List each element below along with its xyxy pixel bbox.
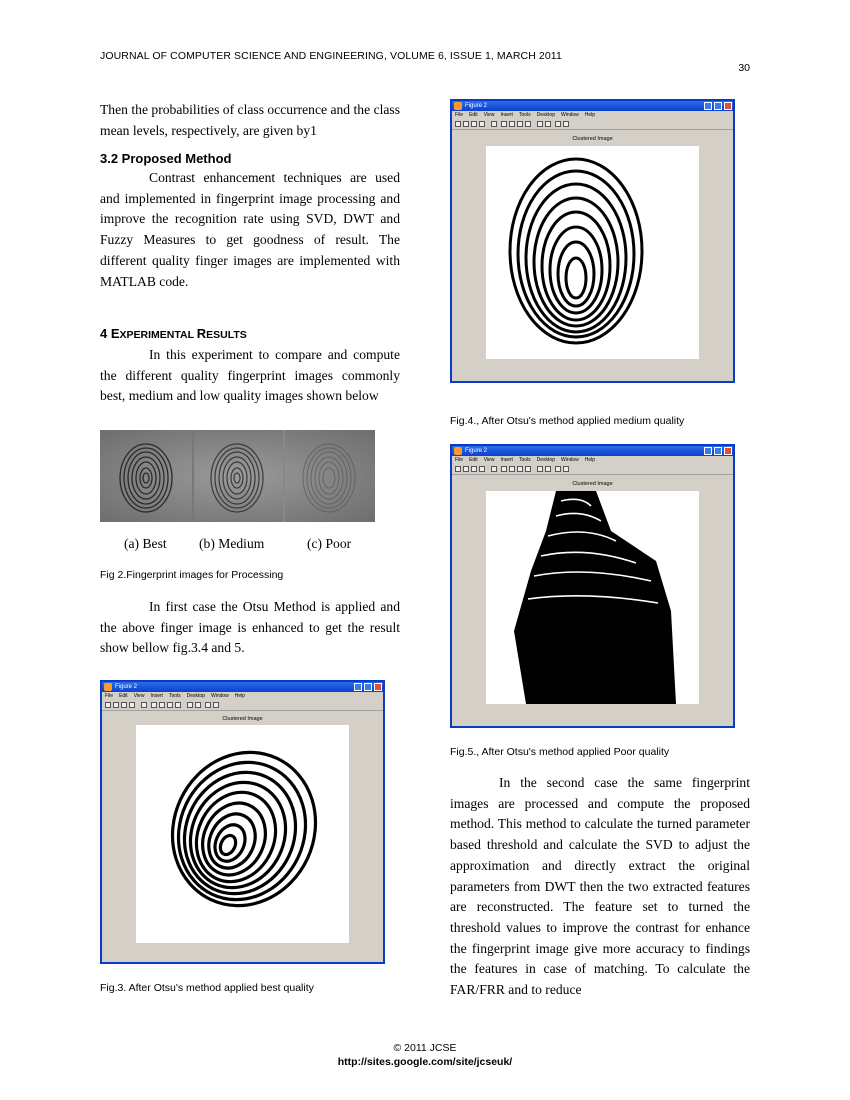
menu-window[interactable]: Window — [560, 457, 579, 463]
plot-tools-icon[interactable] — [563, 121, 569, 127]
toolbar — [452, 464, 733, 475]
datacursor-icon[interactable] — [537, 121, 543, 127]
window-titlebar — [452, 101, 733, 111]
menu-file[interactable]: File — [455, 112, 464, 118]
menu-desktop[interactable]: Desktop — [536, 112, 555, 118]
close-icon[interactable] — [724, 447, 732, 455]
section-4-heading-part: 4 E — [100, 326, 120, 341]
pointer-icon[interactable] — [491, 121, 497, 127]
print-icon[interactable] — [129, 702, 135, 708]
print-icon[interactable] — [479, 121, 485, 127]
clustered-image-poor — [486, 491, 699, 704]
zoom-in-icon[interactable] — [151, 702, 157, 708]
open-icon[interactable] — [113, 702, 119, 708]
pointer-icon[interactable] — [491, 466, 497, 472]
zoom-out-icon[interactable] — [509, 466, 515, 472]
window-title: Figure 2 — [465, 448, 488, 454]
menu-view[interactable]: View — [483, 457, 495, 463]
zoom-in-icon[interactable] — [501, 466, 507, 472]
clustered-image-best — [136, 725, 349, 943]
window-title: Figure 2 — [115, 684, 138, 690]
plot-title: Clustered Image — [572, 481, 613, 487]
footer-url[interactable]: http://sites.google.com/site/jcseuk/ — [337, 1056, 513, 1068]
minimize-icon[interactable] — [354, 683, 362, 691]
fig2-label-best: (a) Best — [124, 536, 167, 551]
maximize-icon[interactable] — [714, 447, 722, 455]
colorbar-icon[interactable] — [545, 466, 551, 472]
menu-insert[interactable]: Insert — [500, 457, 513, 463]
minimize-icon[interactable] — [704, 102, 712, 110]
zoom-out-icon[interactable] — [509, 121, 515, 127]
matlab-icon — [104, 683, 112, 691]
menu-insert[interactable]: Insert — [150, 693, 163, 699]
second-case-paragraph: In the second case the same fingerprint images are processed and compute the proposed method. This method to calculate the turned parameter based threshold and calculate the SVD to adjust the approximation and directly extract the original parameters from DWT then the two extracted features are reconstructed. The feature set to turned the threshold values to improve the contrast for enhance the fingerprint image give more accuracy to findings the features in case of matching. To calculate the FAR/FRR and to reduce — [450, 775, 750, 998]
legend-icon[interactable] — [555, 121, 561, 127]
fingerprint-binary-medium — [486, 146, 699, 359]
menu-file[interactable]: File — [455, 457, 464, 463]
fig2-label-medium: (b) Medium — [199, 536, 265, 551]
save-icon[interactable] — [471, 121, 477, 127]
close-icon[interactable] — [374, 683, 382, 691]
menu-help[interactable]: Help — [584, 457, 596, 463]
fig2-caption: Fig 2.Fingerprint images for Processing — [100, 569, 284, 581]
journal-header: JOURNAL OF COMPUTER SCIENCE AND ENGINEERING, VOLUME 6, ISSUE 1, MARCH 2011 — [100, 50, 562, 62]
menu-edit[interactable]: Edit — [469, 112, 478, 118]
menu-file[interactable]: File — [105, 693, 114, 699]
figure-window-medium — [450, 99, 735, 383]
menu-help[interactable]: Help — [584, 112, 596, 118]
print-icon[interactable] — [479, 466, 485, 472]
open-icon[interactable] — [463, 121, 469, 127]
menu-insert[interactable]: Insert — [500, 112, 513, 118]
open-icon[interactable] — [463, 466, 469, 472]
pan-icon[interactable] — [167, 702, 173, 708]
zoom-in-icon[interactable] — [501, 121, 507, 127]
fingerprint-binary-best — [136, 725, 349, 943]
window-title: Figure 2 — [465, 103, 488, 109]
menu-desktop[interactable]: Desktop — [536, 457, 555, 463]
menu-bar — [452, 111, 733, 119]
section-3-2-paragraph: Contrast enhancement techniques are used and implemented in fingerprint image processing and improve the recognition rate using SVD, DWT and Fuzzy Measures to get goodness of result. The different quality finger images are implemented with MATLAB code. — [100, 170, 400, 289]
fingerprint-quality-strip — [100, 430, 375, 522]
otsu-paragraph: In first case the Otsu Method is applied and the above finger image is enhanced to get the result show bellow fig.3.4 and 5. — [100, 599, 400, 656]
pan-icon[interactable] — [517, 121, 523, 127]
window-titlebar — [102, 682, 383, 692]
toolbar — [102, 700, 383, 711]
plot-tools-icon[interactable] — [563, 466, 569, 472]
datacursor-icon[interactable] — [187, 702, 193, 708]
legend-icon[interactable] — [555, 466, 561, 472]
pointer-icon[interactable] — [141, 702, 147, 708]
plot-title: Clustered Image — [222, 716, 263, 722]
menu-view[interactable]: View — [133, 693, 145, 699]
menu-window[interactable]: Window — [560, 112, 579, 118]
section-4-heading-part: ESULTS — [206, 329, 247, 341]
maximize-icon[interactable] — [364, 683, 372, 691]
figure-window-best — [100, 680, 385, 964]
save-icon[interactable] — [121, 702, 127, 708]
rotate-icon[interactable] — [525, 121, 531, 127]
section-3-2-heading: 3.2 Proposed Method — [100, 151, 232, 166]
section-4-heading — [100, 326, 400, 341]
fingerprint-strip-image — [100, 430, 375, 522]
matlab-icon — [454, 102, 462, 110]
menu-tools[interactable]: Tools — [518, 112, 531, 118]
matlab-icon — [454, 447, 462, 455]
fig5-caption: Fig.5., After Otsu's method applied Poor quality — [450, 746, 670, 758]
fingerprint-binary-poor — [486, 491, 699, 704]
menu-desktop[interactable]: Desktop — [186, 693, 205, 699]
menu-tools[interactable]: Tools — [518, 457, 531, 463]
intro-paragraph: Then the probabilities of class occurrence and the class mean levels, respectively, are given by1 — [100, 102, 400, 138]
menu-view[interactable]: View — [483, 112, 495, 118]
pan-icon[interactable] — [517, 466, 523, 472]
plot-tools-icon[interactable] — [213, 702, 219, 708]
new-icon[interactable] — [105, 702, 111, 708]
menu-edit[interactable]: Edit — [119, 693, 128, 699]
toolbar — [452, 119, 733, 130]
footer-copyright: © 2011 JCSE — [393, 1042, 457, 1054]
datacursor-icon[interactable] — [537, 466, 543, 472]
maximize-icon[interactable] — [714, 102, 722, 110]
menu-help[interactable]: Help — [234, 693, 246, 699]
menu-edit[interactable]: Edit — [469, 457, 478, 463]
menu-bar — [102, 692, 383, 700]
section-4-heading-part: R — [196, 326, 207, 341]
save-icon[interactable] — [471, 466, 477, 472]
plot-title: Clustered Image — [572, 136, 613, 142]
close-icon[interactable] — [724, 102, 732, 110]
colorbar-icon[interactable] — [545, 121, 551, 127]
fig3-caption: Fig.3. After Otsu's method applied best quality — [100, 982, 314, 994]
fig4-caption: Fig.4., After Otsu's method applied medium quality — [450, 415, 685, 427]
new-icon[interactable] — [455, 121, 461, 127]
menu-tools[interactable]: Tools — [168, 693, 181, 699]
menu-bar — [452, 456, 733, 464]
figure-window-poor — [450, 444, 735, 728]
new-icon[interactable] — [455, 466, 461, 472]
minimize-icon[interactable] — [704, 447, 712, 455]
rotate-icon[interactable] — [175, 702, 181, 708]
window-titlebar — [452, 446, 733, 456]
clustered-image-medium — [486, 146, 699, 359]
colorbar-icon[interactable] — [195, 702, 201, 708]
rotate-icon[interactable] — [525, 466, 531, 472]
section-4-heading-part: XPERIMENTAL — [119, 329, 197, 341]
legend-icon[interactable] — [205, 702, 211, 708]
section-4-paragraph: In this experiment to compare and compute the different quality fingerprint images commonly best, medium and low quality images shown below — [100, 347, 400, 404]
page-number: 30 — [738, 62, 750, 74]
fig2-label-poor: (c) Poor — [307, 536, 352, 551]
zoom-out-icon[interactable] — [159, 702, 165, 708]
menu-window[interactable]: Window — [210, 693, 229, 699]
